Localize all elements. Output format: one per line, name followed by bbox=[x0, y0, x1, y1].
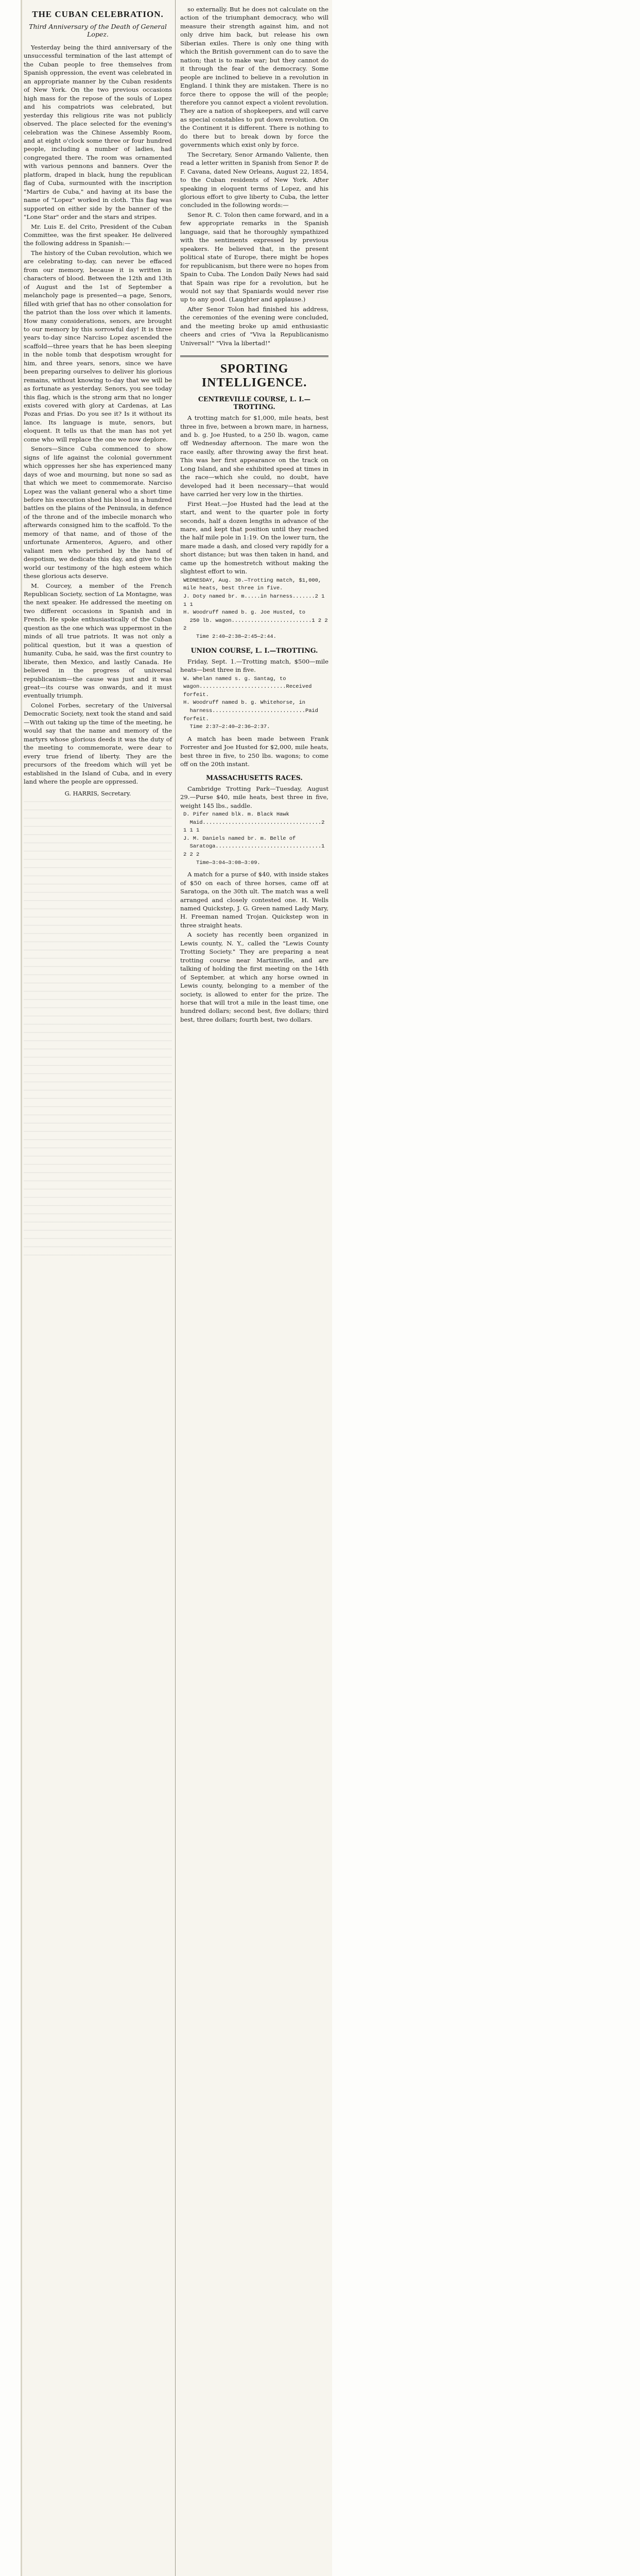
sporting-section bbox=[180, 395, 328, 641]
right-column bbox=[177, 0, 331, 2576]
article-paragraph: Colonel Forbes, secretary of the Universal Democratic Society, next took the stand and said—With out taking up the time of the meeting, he would say that the name and memory of the martyrs whose glorious deeds it was the duty of the meeting to commemorate, were dear to every true friend of liberty. They are the precursors of the freedom which will yet be established in the Island of Cuba, and in every land where the people are oppressed. bbox=[24, 701, 172, 785]
article-paragraph: Senors—Since Cuba commenced to show signs of life against the colonial government which oppresses her she has experienced many days of woe and mourning, but none so sad as that which we meet to commemorate. Narciso Lopez was the valiant general who a short time before his execution shed his blood in a hundred battles on the plains of the Peninsula, in defence of the throne and of the imbecile monarch who afterwards consigned him to the scaffold. To the memory of that name, and of those of the unfortunate Armenteros, Aguero, and other valiant men who perished by the hand of despotism, we dedicate this day, and give to the world our testimony of the high esteem which these glorious acts deserve. bbox=[24, 445, 172, 580]
section-heading: MASSACHUSETTS RACES. bbox=[206, 773, 303, 782]
article-paragraph: so externally. But he does not calculate on the action of the triumphant democracy, who will measure their strength against him, and not only drive him back, but release his own Siberian exiles. There is only one thing with which the British government can do to save the nation; that is to make war; but they cannot do it through the fear of the democracy. Some people are inclined to believe in a revolution in England. I think they are mistaken. There is no force there to oppose the will of the people; therefore you cannot expect a violent revolution. They are a nation of shopkeepers, and will carve as special constables to put down revolution. On the Continent it is different. There is nothing to do there but to break down by force the governments which exist only by force. bbox=[180, 6, 328, 149]
article-paragraph: Senor R. C. Tolon then came forward, and in a few appropriate remarks in the Spanish language, said that he thoroughly sympathized with the sentiments expressed by previous speakers. He believed that, in the present political state of Europe, there might be hopes for republicanism, but there were no hopes from Spain to Cuba. The London Daily News had said that Spain was ripe for a revolution, but he would not say that Spaniards would never rise up to any good. (Laughter and applause.) bbox=[180, 211, 328, 303]
newspaper-clipping bbox=[21, 0, 332, 2576]
section-paragraph: A match has been made between Frank Forrester and Joe Husted for $2,000, mile heats, best three in five, to 250 lbs. wagons; to come off on the 20th instant. bbox=[180, 735, 328, 768]
article-headline: THE CUBAN CELEBRATION. bbox=[32, 9, 164, 19]
section-heading: UNION COURSE, L. I.—TROTTING. bbox=[191, 646, 318, 654]
race-result: WEDNESDAY, Aug. 30.—Trotting match, $1,000, mile heats, best three in five. J. Doty named br. m.....in harness.......2 1 1 1 H. Woodruff named b. g. Joe Husted, to 250 lb. wagon.........................1 2 2 2 Time 2:40—2:38—2:45—2:44. bbox=[183, 577, 328, 640]
section-paragraph: First Heat.—Joe Husted had the lead at the start, and went to the quarter pole in forty seconds, half a dozen lengths in advance of the mare, and kept that position until they reached the half mile pole in 1:19. On the lower turn, the mare made a dash, and closed very rapidly for a short distance; but was then taken in hand, and came up the homestretch without making the slightest effort to win. bbox=[180, 500, 328, 575]
article-paragraph: M. Courcey, a member of the French Republican Society, section of La Montagne, was the next speaker. He addressed the meeting on two different occasions in Spanish and in French. He spoke enthusiastically of the Cuban question as the one which was uppermost in the minds of all true patriots. It was not only a political question, but it was a question of humanity. Cuba, he said, was the first country to liberate, then Mexico, and lastly Canada. He believed in the progress of universal republicanism—the cause was just and it was great—its course was onwards, and it must eventually triumph. bbox=[24, 582, 172, 700]
article-paragraph: Mr. Luis E. del Crito, President of the Cuban Committee, was the first speaker. He delivered the following address in Spanish:— bbox=[24, 223, 172, 247]
column-rule bbox=[175, 0, 176, 2576]
left-column bbox=[21, 0, 174, 2576]
section-paragraph: A match for a purse of $40, with inside stakes of $50 on each of three horses, came off at Saratoga, on the 30th ult. The match was a well arranged and closely contested one. H. Wells named Quickstep, J. G. Green named Lady Mary, H. Freeman named Trojan. Quickstep won in three straight heats. bbox=[180, 871, 328, 929]
section-paragraph: Cambridge Trotting Park—Tuesday, August 29.—Purse $40, mile heats, best three in five, weight 145 lbs., saddle. bbox=[180, 785, 328, 809]
article-signature: G. HARRIS, Secretary. bbox=[64, 790, 131, 798]
article-paragraph: The Secretary, Senor Armando Valiente, then read a letter written in Spanish from Senor P. de F. Cavana, dated New Orleans, August 22, 1854, to the Cuban residents of New York. After speaking in eloquent terms of Lopez, and his glorious effort to give liberty to Cuba, the letter concluded in the following words:— bbox=[180, 150, 328, 209]
article-paragraph: The history of the Cuban revolution, which we are celebrating to-day, can never be effaced from our memory, because it is written in characters of blood. Between the 12th and 13th of August and the 1st of September a melancholy page is presented—a page, Senors, filled with grief that has no other consolation for the patriot than the loss over which it laments. How many considerations, senors, are brought to our memory by this sorrowful day! It is three years to-day since Narciso Lopez ascended the scaffold—three years that he has been sleeping in the noble tomb that despotism wrought for him, and three years, senors, since we have been preparing ourselves to deliver his glorious remains, without knowing to-day that we will be as fortunate as yesterday. Senors, you see today this flag, which is the strong arm that no longer exists covered with glory at Cardenas, at Las Pozas and Frias. Do you see it? Is it without its lance. Its language is mute, senors, but eloquent. It tells us that the man has not yet come who will replace the one we now deplore. bbox=[24, 249, 172, 443]
sporting-headline: SPORTING INTELLIGENCE. bbox=[180, 355, 328, 390]
race-result: W. Whelan named s. g. Santag, to wagon...........................Received forfeit. H. Woodruff named b. g. Whitehorse, in harness.............................Paid forfeit. Time 2:37—2:40—2:36—2:37. bbox=[183, 675, 318, 731]
article-paragraph: Yesterday being the third anniversary of the unsuccessful termination of the last attempt of the Cuban people to free themselves from Spanish oppression, the event was celebrated in an appropriate manner by the Cuban residents of New York. On the two previous occasions high mass for the repose of the souls of Lopez and his compatriots was celebrated, but yesterday this religious rite was not publicly observed. The place selected for the evening's celebration was the Chinese Assembly Room, and at eight o'clock some three or four hundred people, including a number of ladies, had congregated there. The room was ornamented with various pennons and banners. Over the platform, draped in black, hung the republican flag of Cuba, surmounted with the inscription "Martirs de Cuba," and having at its base the name of "Lopez" worked in cloth. This flag was supported on either side by the banner of the "Lone Star" order and the stars and stripes. bbox=[24, 44, 172, 221]
section-paragraph: Friday, Sept. 1.—Trotting match, $500—mile heats—best three in five. bbox=[180, 657, 328, 674]
race-result: D. Pifer named blk. m. Black Hawk Maid.....................................2 1 1 1 J. M. Daniels named br. m. Belle of Saratoga.................................1 2 2 2 Time—3:04—3:08—3:09. bbox=[183, 811, 325, 866]
section-paragraph: A society has recently been organized in Lewis county, N. Y., called the "Lewis County Trotting Society." They are preparing a neat trotting course near Martinsville, and are talking of holding the first meeting on the 14th of September, at which any horse owned in Lewis county, belonging to a member of the society, is allowed to enter for the prize. The horse that will trot a mile in the least time, one hundred dollars; second best, five dollars; third best, three dollars; fourth best, two dollars. bbox=[180, 931, 328, 1023]
article-subhead: Third Anniversary of the Death of General Lopez. bbox=[29, 23, 167, 38]
section-heading: CENTREVILLE COURSE, L. I.—TROTTING. bbox=[198, 395, 311, 411]
sporting-section bbox=[180, 647, 328, 769]
dense-text-block bbox=[24, 799, 172, 1263]
sporting-section bbox=[180, 774, 328, 1024]
article-paragraph: After Senor Tolon had finished his address, the ceremonies of the evening were concluded, and the meeting broke up amid enthusiastic cheers and cries of "Viva la Republicanismo Universal!" "Viva la libertad!" bbox=[180, 305, 328, 347]
section-paragraph: A trotting match for $1,000, mile heats, best three in five, between a brown mare, in harness, and b. g. Joe Husted, to a 250 lb. wagon, came off Wednesday afternoon. The mare won the race easily, after throwing away the first heat. This was her first appearance on the track on Long Island, and she exhibited speed at times in the race—which she could, no doubt, have developed had it been necessary—that would have carried her very low in the thirties. bbox=[180, 414, 328, 498]
